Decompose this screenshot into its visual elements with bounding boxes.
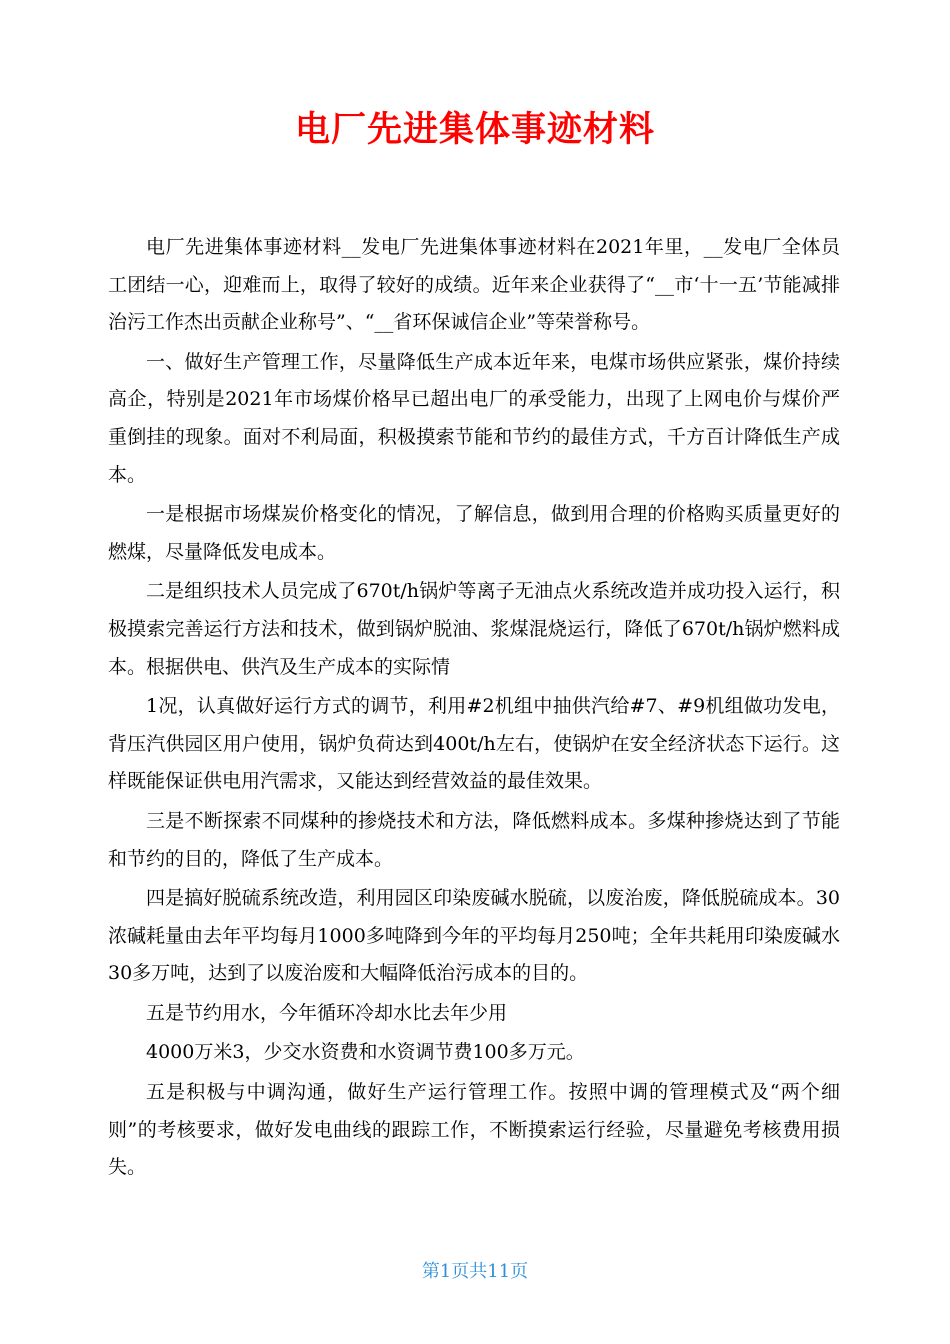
paragraph-item-five-b: 五是积极与中调沟通，做好生产运行管理工作。按照中调的管理模式及“两个细则”的考核要求，做好发电曲线的跟踪工作，不断摸索运行经验，尽量避免考核费用损失。 — [108, 1081, 840, 1179]
paragraph-item-five: 五是节约用水，今年循环冷却水比去年少用 — [146, 1001, 508, 1024]
paragraph-item-one: 一是根据市场煤炭价格变化的情况，了解信息，做到用合理的价格购买质量更好的燃煤，尽量降低发电成本。 — [108, 503, 840, 563]
paragraph-item-four: 四是搞好脱硫系统改造，利用园区印染废碱水脱硫，以废治废，降低脱硫成本。30浓碱耗量由去年平均每月1000多吨降到今年的平均每月250吨；全年共耗用印染废碱水30多万吨，达到了以废治废和大幅降低治污成本的目的。 — [108, 887, 840, 985]
page-number-footer: 第1页共11页 — [421, 1261, 529, 1282]
document-body — [108, 229, 840, 1189]
paragraph-item-five-cont: 4000万米3，少交水资费和水资调节费100多万元。 — [146, 1041, 585, 1064]
paragraph-item-two-cont: 1况，认真做好运行方式的调节，利用#2机组中抽供汽给#7、#9机组做功发电，背压汽供园区用户使用，锅炉负荷达到400t/h左右，使锅炉在安全经济状态下运行。这样既能保证供电用汽需求，又能达到经营效益的最佳效果。 — [108, 695, 840, 793]
document-title: 电厂先进集体事迹材料 — [294, 110, 655, 150]
paragraph-item-two: 二是组织技术人员完成了670t/h锅炉等离子无油点火系统改造并成功投入运行，积极摸索完善运行方法和技术，做到锅炉脱油、浆煤混烧运行，降低了670t/h锅炉燃料成本。根据供电、供汽及生产成本的实际情 — [108, 580, 840, 678]
paragraph-intro: 电厂先进集体事迹材料__发电厂先进集体事迹材料在2021年里，__发电厂全体员工团结一心，迎难而上，取得了较好的成绩。近年来企业获得了“__市‘十一五’节能减排治污工作杰出贡献企业称号”、“__省环保诚信企业”等荣誉称号。 — [108, 236, 840, 334]
paragraph-item-three: 三是不断探索不同煤种的掺烧技术和方法，降低燃料成本。多煤种掺烧达到了节能和节约的目的，降低了生产成本。 — [108, 809, 840, 870]
paragraph-section-one: 一、做好生产管理工作，尽量降低生产成本近年来，电煤市场供应紧张，煤价持续高企，特别是2021年市场煤价格早已超出电厂的承受能力，出现了上网电价与煤价严重倒挂的现象。面对不利局面，积极摸索节能和节约的最佳方式，千方百计降低生产成本。 — [108, 350, 840, 486]
